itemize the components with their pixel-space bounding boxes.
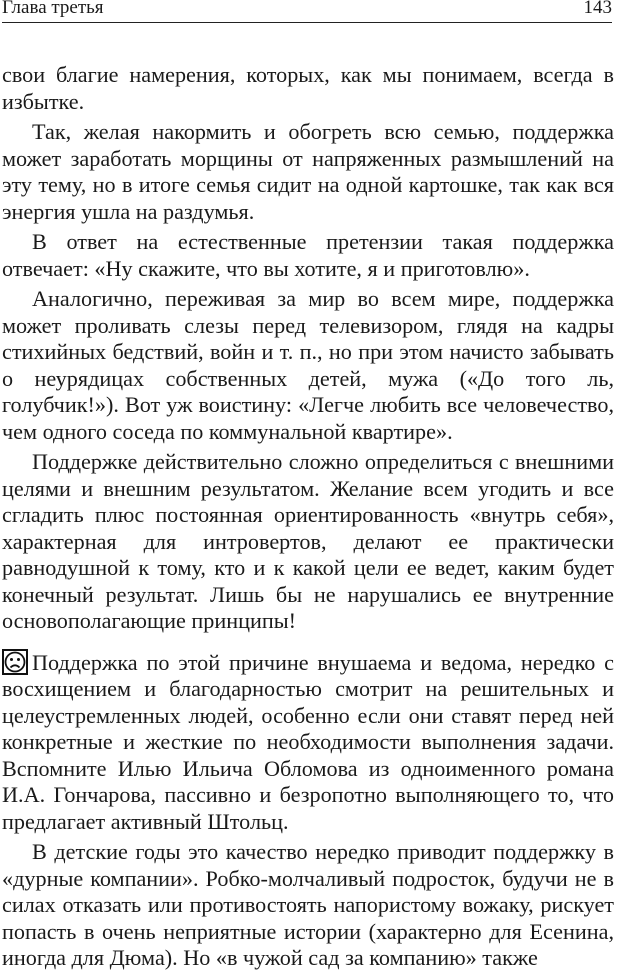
page-number: 143 [583, 0, 612, 18]
paragraph: Поддержке действительно сложно определиться с внешними целями и внешним результатом. Желание всем угодить и все сгладить плюс постоянная ориентированность «внутрь себя», характерная для интровертов, делают ее практически равнодушной к тому, кто и к какой цели ее ведет, каким будет конечный результат. Лишь бы не нарушались ее внутренние основополагающие принципы! [2, 449, 614, 633]
paragraph: Аналогично, переживая за мир во всем мире, поддержка может проливать слезы перед телевизором, глядя на кадры стихийных бедствий, войн и т. п., но при этом начисто забывать о неурядицах собственных детей, мужа («До того ль, голубчик!»). Вот уж воистину: «Легче любить все человечество, чем одного соседа по коммунальной квартире». [2, 286, 614, 444]
paragraph: В ответ на естественные претензии такая поддержка отвечает: «Ну скажите, что вы хотите, я и приготовлю». [2, 229, 614, 281]
body-text [2, 62, 614, 976]
paragraph-with-icon [2, 649, 614, 836]
running-head [2, 0, 612, 23]
sad-face-icon [2, 649, 28, 675]
paragraph: Так, желая накормить и обогреть всю семью, поддержка может заработать морщины от напряженных размышлений на эту тему, но в итоге семья сидит на одной картошке, так как вся энергия ушла на раздумья. [2, 119, 614, 224]
paragraph: свои благие намерения, которых, как мы понимаем, всегда в избытке. [2, 62, 614, 114]
paragraph: В детские годы это качество нередко приводит поддержку в «дурные компании». Робко-молчаливый подросток, будучи не в силах отказать или противостоять напористому вожаку, рискует попасть в очень неприятные истории (характерно для Есенина, иногда для Дюма). Но «в чужой сад за компанию» также [2, 839, 614, 970]
paragraph-text: Поддержка по этой причине внушаема и ведома, нередко с восхищением и благодарностью смотрит на решительных и целеустремленных людей, особенно если они ставят перед ней конкретные и жесткие по необходимости выполнения задачи. Вспомните Илью Ильича Обломова из одноименного романа И.А. Гончарова, пассивно и безропотно выполняющего то, что предлагает активный Штольц. [2, 649, 614, 834]
chapter-title: Глава третья [2, 0, 104, 18]
